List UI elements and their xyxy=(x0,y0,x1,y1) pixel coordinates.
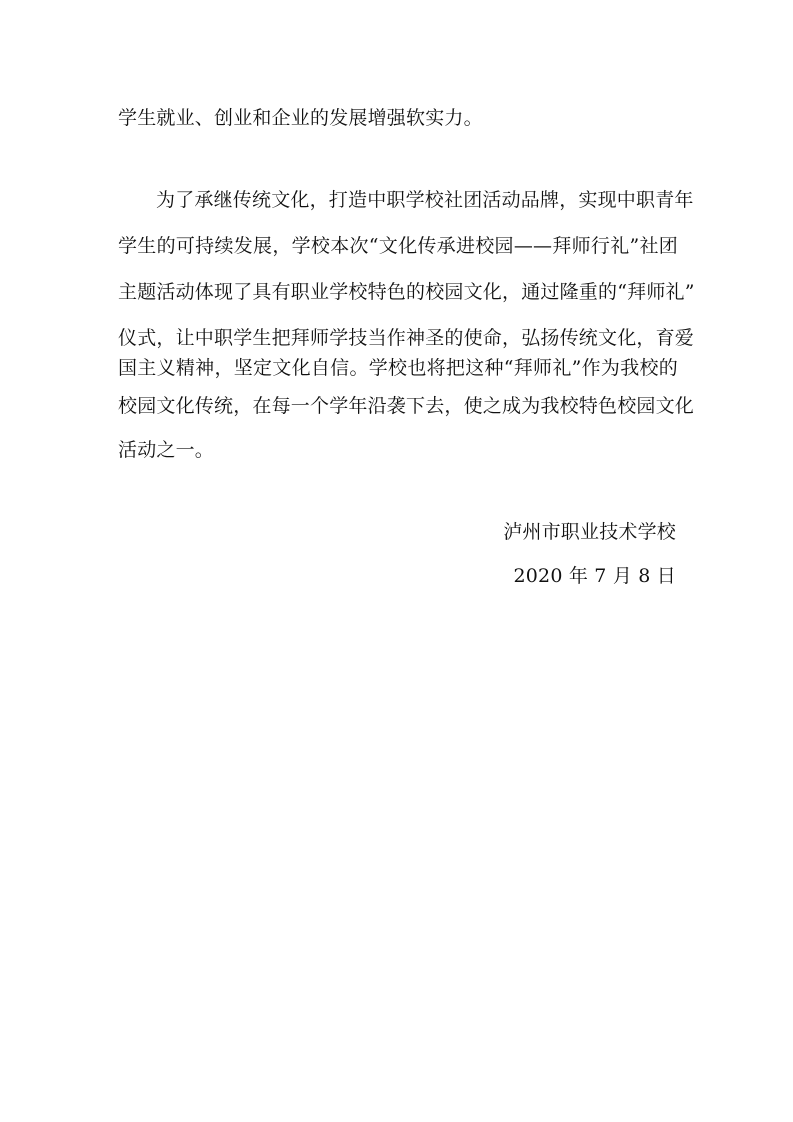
date: 2020 年 7 月 8 日 xyxy=(513,565,676,587)
paragraph-line-6: 校园文化传统，在每一个学年沿袭下去，使之成为我校特色校园文化 xyxy=(118,395,695,417)
paragraph-line-1: 为了承继传统文化，打造中职学校社团活动品牌，实现中职青年 xyxy=(156,189,694,211)
paragraph-line-2: 学生的可持续发展，学校本次“文化传承进校园——拜师行礼”社团 xyxy=(118,235,678,257)
carryover-line: 学生就业、创业和企业的发展增强软实力。 xyxy=(118,107,483,129)
paragraph-line-4: 仪式，让中职学生把拜师学技当作神圣的使命，弘扬传统文化，育爱 xyxy=(118,327,695,349)
signature: 泸州市职业技术学校 xyxy=(503,521,676,543)
paragraph-line-3: 主题活动体现了具有职业学校特色的校园文化，通过隆重的“拜师礼” xyxy=(118,281,695,303)
paragraph-line-7: 活动之一。 xyxy=(118,439,215,461)
paragraph-line-5: 国主义精神，坚定文化自信。学校也将把这种“拜师礼”作为我校的 xyxy=(118,357,678,379)
